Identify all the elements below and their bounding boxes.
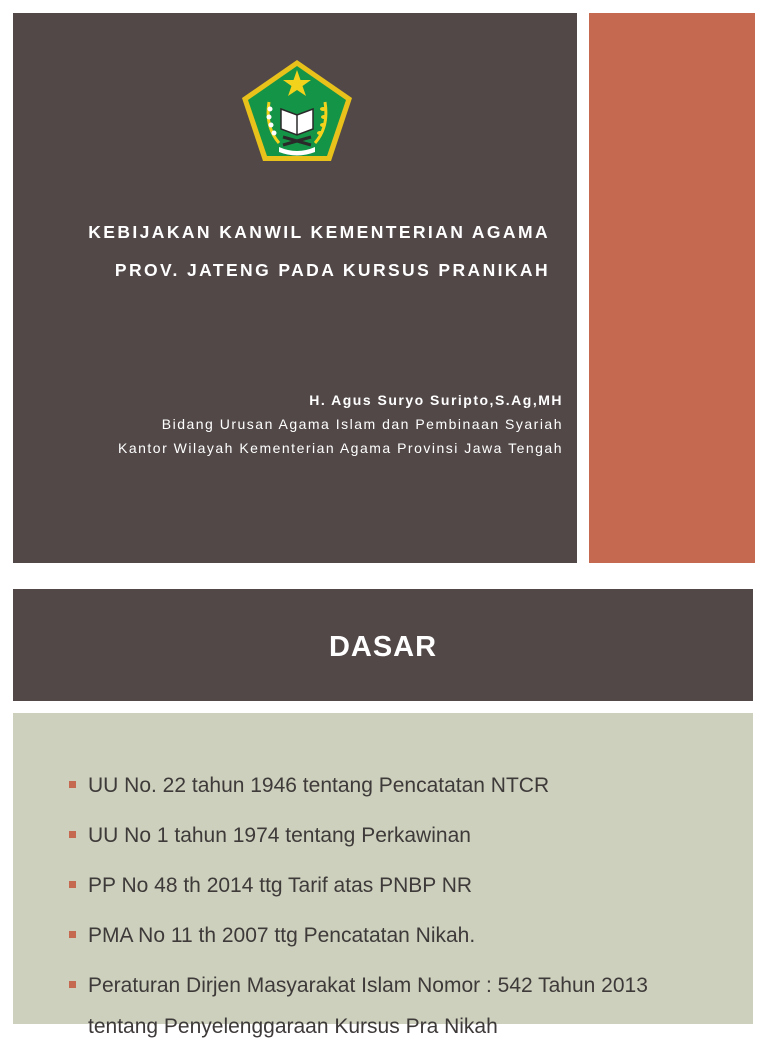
- list-item: UU No. 22 tahun 1946 tentang Pencatatan NTCR: [69, 765, 719, 806]
- list-item: UU No 1 tahun 1974 tentang Perkawinan: [69, 815, 719, 856]
- presenter-office: Kantor Wilayah Kementerian Agama Provinsi Jawa Tengah: [118, 440, 563, 456]
- bullet-square-icon: [69, 931, 76, 938]
- list-item: PP No 48 th 2014 ttg Tarif atas PNBP NR: [69, 865, 719, 906]
- presentation-title: [20, 213, 550, 289]
- presenter-info: [13, 388, 563, 460]
- title-slide-accent-panel: [589, 13, 755, 563]
- presenter-department: Bidang Urusan Agama Islam dan Pembinaan Syariah: [161, 416, 563, 432]
- bullet-square-icon: [69, 781, 76, 788]
- presenter-name: H. Agus Suryo Suripto,S.Ag,MH: [309, 392, 563, 408]
- bullet-square-icon: [69, 881, 76, 888]
- dasar-slide-body: [13, 713, 753, 1038]
- bullet-square-icon: [69, 981, 76, 988]
- title-slide-panel: [13, 13, 577, 563]
- bullet-square-icon: [69, 831, 76, 838]
- dasar-slide-header: [13, 589, 753, 701]
- list-item: PMA No 11 th 2007 ttg Pencatatan Nikah.: [69, 915, 719, 956]
- list-item: Peraturan Dirjen Masyarakat Islam Nomor : 542 Tahun 2013 tentang Penyelenggaraan Kursus Pra Nikah: [69, 965, 719, 1047]
- kemenag-logo-emblem: [239, 57, 355, 165]
- legal-basis-list: [69, 765, 719, 1056]
- dasar-heading: DASAR: [328, 631, 438, 663]
- title-line-1: KEBIJAKAN KANWIL KEMENTERIAN AGAMA: [88, 222, 550, 242]
- title-line-2: PROV. JATENG PADA KURSUS PRANIKAH: [114, 260, 550, 280]
